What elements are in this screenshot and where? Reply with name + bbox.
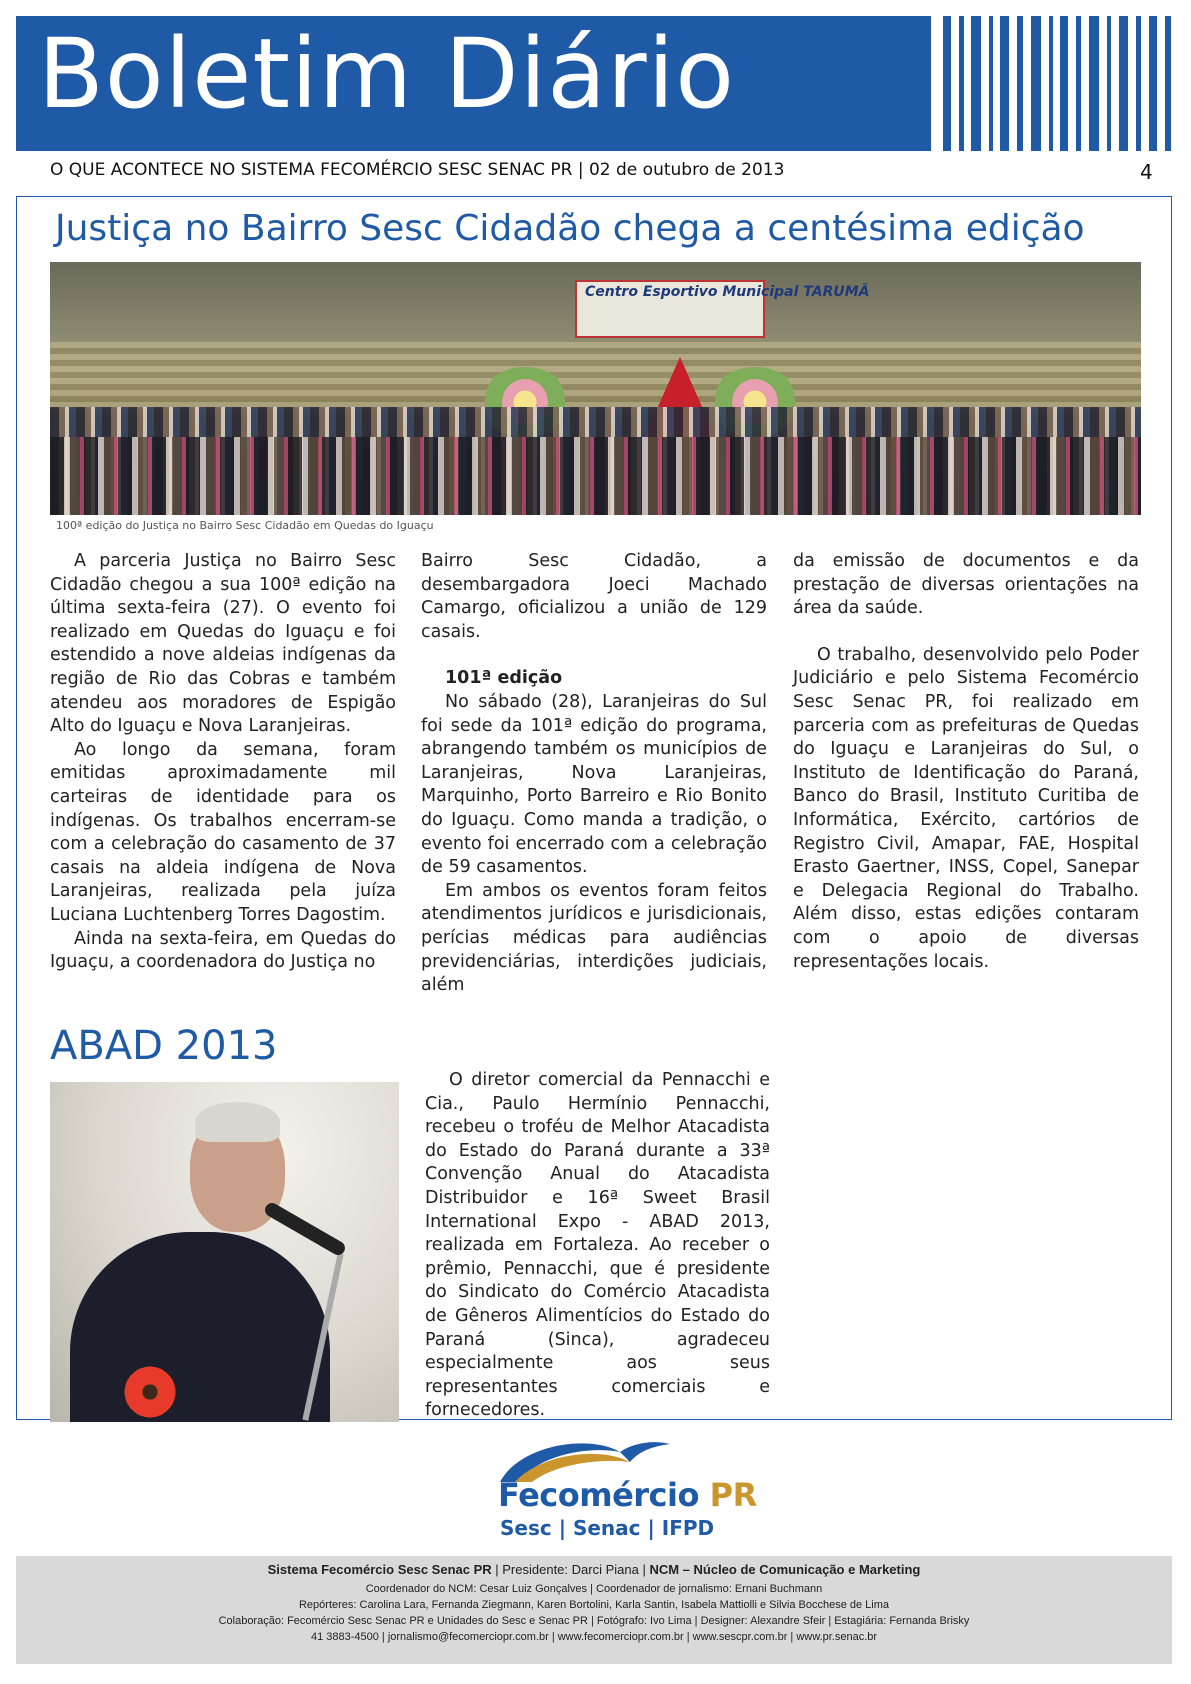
masthead — [16, 16, 931, 151]
footer-line-contacts: 41 3883-4500 | jornalismo@fecomerciopr.com.br | www.fecomerciopr.com.br | www.sescpr.com.br | www.pr.senac.br — [310, 1631, 878, 1643]
paragraph: O trabalho, desenvolvido pelo Poder Judiciário e pelo Sistema Fecomércio Sesc Senac PR, foi realizado em parceria com as prefeituras de Quedas do Iguaçu e Laranjeiras do Sul, o Instituto de Identificação do Paraná, Banco do Brasil, Instituto Curitiba de Informática, Exército, cartórios de Registro Civil, Amapar, FAE, Hospital Erasto Gaertner, INSS, Copel, Sanepar e Delegacia Regional do Trabalho. Além disso, estas edições contaram com o apoio de diversas representações locais. — [793, 644, 1139, 972]
footer-line-reporters: Repórteres: Carolina Lara, Fernanda Ziegmann, Karen Bortolini, Karla Santin, Isabela Mattiolli e Silvia Bocchese de Lima — [298, 1599, 890, 1611]
photo-banner-text: Centro Esportivo Municipal TARUMÃ — [585, 284, 870, 300]
footer-line-coordinators: Coordenador do NCM: Cesar Luiz Gonçalves | Coordenador de jornalismo: Ernani Buchmann — [365, 1583, 823, 1595]
speaker-photo — [50, 1082, 399, 1422]
paragraph: Bairro Sesc Cidadão, a desembargadora Joeci Machado Camargo, oficializou a união de 129 casais. — [421, 551, 767, 642]
photo-caption: 100ª edição do Justiça no Bairro Sesc Cidadão em Quedas do Iguaçu — [56, 519, 434, 532]
paragraph: O diretor comercial da Pennacchi e Cia., Paulo Hermínio Pennacchi, recebeu o troféu de Melhor Atacadista do Estado do Paraná durante a 33ª Convenção Anual do Atacadista Distribuidor e 16ª Sweet Brasil International Expo - ABAD 2013, realizada em Fortaleza. Ao receber o prêmio, Pennacchi, que é presidente do Sindicato do Comércio Atacadista de Gêneros Alimentícios do Estado do Paraná (Sinca), agradeceu especialmente aos seus representantes comerciais e fornecedores. — [425, 1070, 770, 1421]
barcode-decoration — [943, 16, 1173, 151]
footer-line-collaboration: Colaboração: Fecomércio Sesc Senac PR e Unidades do Sesc e Senac PR | Fotógrafo: Ivo Lima | Designer: Alexandre Sfeir | Estagiária: Fernanda Brisky — [218, 1615, 970, 1627]
section-subheading: 101ª edição — [445, 668, 563, 689]
logo-brand: Fecomércio PR — [498, 1476, 757, 1514]
footer-line-organization: Sistema Fecomércio Sesc Senac PR | Presidente: Darci Piana | NCM – Núcleo de Comunicação e Marketing — [267, 1562, 921, 1577]
article-column-2 — [421, 550, 767, 998]
paragraph: Ainda na sexta-feira, em Quedas do Iguaçu, a coordenadora do Justiça no — [50, 928, 396, 973]
paragraph: A parceria Justiça no Bairro Sesc Cidadão chegou a sua 100ª edição na última sexta-feira (27). O evento foi realizado em Quedas do Iguaçu e foi estendido a nove aldeias indígenas da região de Rio das Cobras e também atendeu aos moradores de Espigão Alto do Iguaçu e Nova Laranjeiras. — [50, 551, 396, 737]
credits-footer — [16, 1556, 1172, 1664]
newsletter-title: Boletim Diário — [38, 18, 735, 130]
abad-article-body — [425, 1069, 770, 1423]
fecomercio-logo — [470, 1434, 760, 1544]
article-column-1 — [50, 550, 396, 975]
page-number: 4 — [1140, 160, 1153, 184]
ceremony-photo — [50, 262, 1141, 515]
paragraph: Em ambos os eventos foram feitos atendimentos jurídicos e jurisdicionais, perícias médicas para audiências previdenciárias, interdições judiciais, além — [421, 880, 767, 996]
article-headline: Justiça no Bairro Sesc Cidadão chega a centésima edição — [55, 208, 1085, 249]
article-column-3 — [793, 550, 1139, 974]
paragraph: No sábado (28), Laranjeiras do Sul foi sede da 101ª edição do programa, abrangendo também os municípios de Laranjeiras, Nova Laranjeiras, Marquinho, Porto Barreiro e Rio Bonito do Iguaçu. Como manda a tradição, o evento foi encerrado com a celebração de 59 casamentos. — [421, 691, 767, 878]
logo-subbrands: Sesc | Senac | IFPD — [500, 1516, 715, 1540]
newsletter-subtitle: O QUE ACONTECE NO SISTEMA FECOMÉRCIO SESC SENAC PR | 02 de outubro de 2013 — [50, 160, 785, 180]
abad-headline: ABAD 2013 — [50, 1023, 278, 1069]
paragraph: da emissão de documentos e da prestação de diversas orientações na área da saúde. — [793, 551, 1139, 619]
paragraph: Ao longo da semana, foram emitidas aproximadamente mil carteiras de identidade para os indígenas. Os trabalhos encerram-se com a celebração do casamento de 37 casais na aldeia indígena de Nova Laranjeiras, realizada pela juíza Luciana Luchtenberg Torres Dagostim. — [50, 739, 396, 925]
